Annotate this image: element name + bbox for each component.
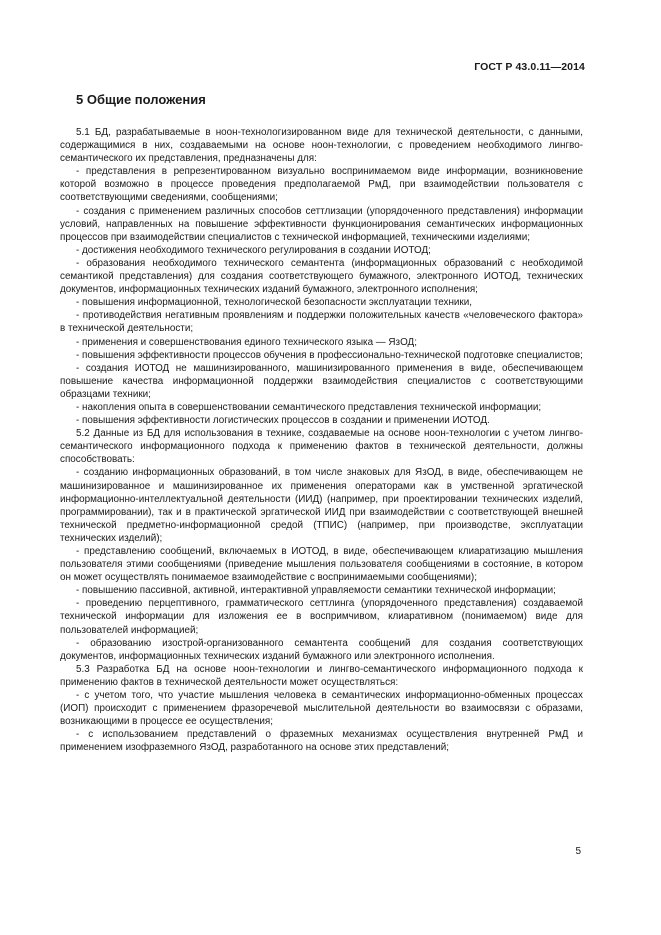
list-item: - созданию информационных образований, в том числе знаковых для ЯзОД, в виде, обеспечивающем не машинизированное и машинизированное их применения операторами как в умственной эргатической информационно-интеллектуальной деятельности (ИИД) (например, при проектировании технических изделий, программировании), так и в практической эргатической ИИД при взаимодействии с соответствующей внешней технической предметно-информационной средой (ТПИС) (например, при производстве, эксплуатации технических изделий); (60, 467, 583, 544)
list-item: - с учетом того, что участие мышления человека в семантических информационно-обменных процессах (ИОП) происходит с применением фразоречевой мыслительной деятельности во взаимосвязи с образами, возникающими в процессе ее осуществления; (60, 690, 583, 728)
section-title: 5 Общие положения (76, 92, 206, 107)
list-item: - повышения эффективности процессов обучения в профессионально-технической подготовке специалистов; (76, 349, 583, 361)
paragraph-5-1: 5.1 БД, разрабатываемые в ноон-технологизированном виде для технической деятельности, с данными, содержащимися в них, создаваемыми на основе ноон-технологии, с проведением необходимого лингво-семантического их представления, предназначены для: (60, 127, 583, 165)
list-item: - с использованием представлений о фраземных механизмах осуществления внутренней РмД и применением изофраземного ЯзОД, разработанного на основе этих представлений; (60, 729, 583, 754)
list-item: - повышения эффективности логистических процессов в создании и применении ИОТОД. (76, 415, 490, 427)
document-code: ГОСТ Р 43.0.11—2014 (474, 61, 585, 73)
list-item: - образования необходимого технического семантента (информационных образований с необходимой семантикой представления) для создания соответствующего бумажного, электронного ИОТОД, технических документов, информационных технических изданий бумажного, электронного исполнения; (60, 257, 583, 296)
list-item: - проведению перцептивного, грамматического сеттлинга (упорядоченного представления) создаваемой технической информации для изложения ее в воспримчивом, клиаративном (понимаемом) виде для пользователей информацией; (60, 598, 583, 636)
list-item: - представления в репрезентированном визуально воспринимаемом виде информации, возникновение которой возможно в процессе проведения предполагаемой РмД, при взаимодействии пользователя с соответствующими сведениями, сообщениями; (60, 166, 583, 204)
list-item: - накопления опыта в совершенствовании семантического представления технической информации; (76, 401, 542, 413)
list-item: - образованию изострой-организованного семантента сообщений для создания соответствующих документов, информационных технических изданий бумажного или электронного исполнения. (60, 637, 583, 662)
list-item: - противодействия негативным проявлениям и поддержки положительных качеств «человеческого фактора» в технической деятельности; (60, 310, 583, 335)
list-item: - применения и совершенствования единого технического языка — ЯзОД; (76, 336, 417, 348)
body-text (60, 126, 583, 755)
list-item: - создания ИОТОД не машинизированного, машинизированного применения в виде, обеспечивающем повышение качества информационной поддержки взаимодействия специалистов с соответствующими образцами техники; (60, 362, 583, 400)
list-item: - повышению пассивной, активной, интерактивной управляемости семантики технической информации; (76, 585, 556, 597)
list-item: - достижения необходимого технического регулирования в создании ИОТОД; (76, 244, 431, 256)
paragraph-5-3: 5.3 Разработка БД на основе ноон-технологии и лингво-семантического информационного подхода к применению фактов в технической деятельности может осуществляться: (60, 663, 583, 688)
list-item: - повышения информационной, технологической безопасности эксплуатации техники, (76, 297, 473, 309)
list-item: - создания с применением различных способов сеттлизации (упорядоченного представления) информации условий, направленных на повышение эффективности функционирования семантических информационных процессов при взаимодействии специалистов с технической информацией, техническими изделиями; (60, 205, 583, 243)
paragraph-5-2: 5.2 Данные из БД для использования в технике, создаваемые на основе ноон-технологии с учетом лингво-семантического информационного подхода к применению фактов в технической деятельности, должны способствовать: (60, 428, 583, 466)
list-item: - представлению сообщений, включаемых в ИОТОД, в виде, обеспечивающем клиаратизацию мышления пользователя этими сообщениями (приведение мышления пользователя сообщениями в состояние, в котором он может осуществлять понимаемое взаимодействие с воспринимаемыми сообщениями); (60, 546, 583, 584)
page-number: 5 (575, 846, 581, 857)
